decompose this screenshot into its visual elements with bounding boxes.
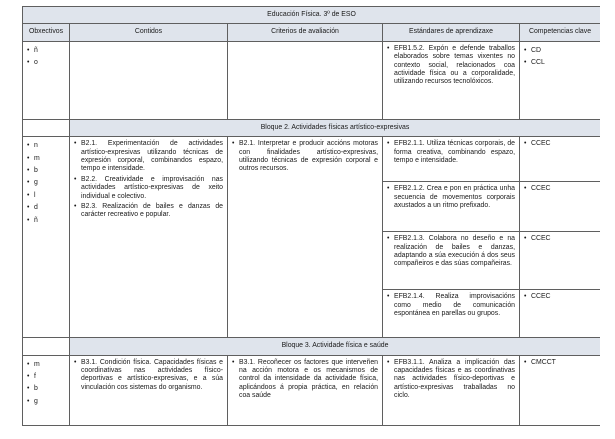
header-standards: Estándares de aprendizaxe (383, 24, 520, 41)
curriculum-table (22, 6, 600, 426)
block3-competence-cell (520, 355, 601, 425)
block2-standard-cell (383, 182, 520, 232)
header-contents: Contidos (70, 24, 228, 41)
standard-list (387, 359, 515, 401)
block2-criteria-list (232, 140, 378, 174)
criterion-item: • B2.1. Interpretar e producir accións motoras con finalidades artístico-expresivas, utilizando técnicas de expresión corporal e outros recursos. (232, 140, 378, 174)
competence-list (524, 235, 596, 243)
standard-item: • EFB2.1.3. Colabora no deseño e na realización de bailes e danzas, adaptando a súa execución á dos seus compañeiros e das súas compañeiras. (387, 235, 515, 269)
block2-title: Bloque 2. Actividades físicas artístico-expresivas (70, 119, 601, 136)
block2-competence-cell (520, 290, 601, 338)
content-item: • B2.2. Creatividade e improvisación nas actividades artístico-expresivas de xeito individual e colectivo. (74, 176, 223, 201)
block2-objectives-cell (23, 137, 70, 338)
block2-standard-cell (383, 290, 520, 338)
block3-objectives-list (27, 359, 65, 409)
standard-item: • EFB2.1.2. Crea e pon en práctica unha secuencia de movementos corporais axustados a un ritmo prefixado. (387, 185, 515, 210)
header-objectives: Obxectivos (23, 24, 70, 41)
block3-contents-list (74, 359, 223, 393)
objective-item: • b (27, 383, 65, 395)
criterion-item: • B3.1. Recoñecer os factores que interveñen na acción motora e os mecanismos de control da intensidade da actividade física, aplicándoos á propia práctica, en relación coa saúde (232, 359, 378, 401)
block2-competence-cell (520, 232, 601, 290)
table-title: Educación Física. 3º de ESO (23, 7, 601, 24)
standard-item: • EFB2.1.4. Realiza improvisacións como medio de comunicación espontánea en parellas ou grupos. (387, 293, 515, 318)
block1-standards-list (387, 45, 515, 87)
block1-criteria-cell (228, 41, 383, 119)
block2-standard-cell (383, 232, 520, 290)
block3-criteria-list (232, 359, 378, 401)
competence-item: • CCEC (524, 235, 596, 243)
header-competences: Competencias clave (520, 24, 601, 41)
standard-list (387, 235, 515, 269)
objective-item: • o (27, 57, 65, 69)
header-criteria: Criterios de avaliación (228, 24, 383, 41)
competence-list (524, 140, 596, 148)
block2-contents-cell (70, 137, 228, 338)
objective-item: • g (27, 396, 65, 408)
objective-item: • ñ (27, 215, 65, 227)
content-item: • B2.1. Experimentación de actividades artístico-expresivas utilizando técnicas de expresión corporal, combinandos espazo, tempo e intensidade. (74, 140, 223, 174)
competence-item: • CCEC (524, 185, 596, 193)
block2-row (23, 137, 601, 182)
block3-title-row (23, 338, 601, 355)
block3-row (23, 355, 601, 425)
block3-contents-cell (70, 355, 228, 425)
objective-item: • f (27, 371, 65, 383)
competence-list (524, 359, 596, 367)
block3-criteria-cell (228, 355, 383, 425)
block3-title-spacer (23, 338, 70, 355)
objective-item: • g (27, 177, 65, 189)
block1-competences-cell (520, 41, 601, 119)
block2-competence-cell (520, 137, 601, 182)
block2-objectives-list (27, 140, 65, 227)
competence-item: • CD (524, 45, 596, 57)
block2-competence-cell (520, 182, 601, 232)
block3-standard-cell (383, 355, 520, 425)
block2-title-row (23, 119, 601, 136)
objective-item: • d (27, 202, 65, 214)
competence-item: • CCL (524, 57, 596, 69)
standard-item: • EFB2.1.1. Utiliza técnicas corporais, de forma creativa, combinando espazo, tempo e intensidade. (387, 140, 515, 165)
objective-item: • ñ (27, 45, 65, 57)
objective-item: • l (27, 190, 65, 202)
objective-item: • m (27, 153, 65, 165)
block2-title-spacer (23, 119, 70, 136)
title-row (23, 7, 601, 24)
block2-criteria-cell (228, 137, 383, 338)
content-item: • B2.3. Realización de bailes e danzas de carácter recreativo e popular. (74, 203, 223, 220)
standard-list (387, 293, 515, 318)
block3-objectives-cell (23, 355, 70, 425)
standard-list (387, 185, 515, 210)
block3-title: Bloque 3. Actividade física e saúde (70, 338, 601, 355)
competence-item: • CCEC (524, 293, 596, 301)
block1-objectives-list (27, 45, 65, 70)
standard-item: • EFB1.5.2. Expón e defende traballos elaborados sobre temas vixentes no contexto social, relacionados coa actividade física ou a corporalidade, utilizando recursos tecnolóxicos. (387, 45, 515, 87)
competence-list (524, 293, 596, 301)
competence-item: • CCEC (524, 140, 596, 148)
block1-row (23, 41, 601, 119)
header-row (23, 24, 601, 41)
objective-item: • m (27, 359, 65, 371)
objective-item: • b (27, 165, 65, 177)
block1-contents-cell (70, 41, 228, 119)
standard-list (387, 140, 515, 165)
block2-contents-list (74, 140, 223, 220)
objective-item: • n (27, 140, 65, 152)
competence-item: • CMCCT (524, 359, 596, 367)
block1-objectives-cell (23, 41, 70, 119)
block1-competences-list (524, 45, 596, 70)
curriculum-document (22, 6, 600, 436)
standard-item: • EFB3.1.1. Analiza a implicación das capacidades físicas e as coordinativas nas actividades físico-deportivas e artístico-expresivas traballadas no ciclo. (387, 359, 515, 401)
block2-standard-cell (383, 137, 520, 182)
content-item: • B3.1. Condición física. Capacidades físicas e coordinativas nas actividades físico-deportivas e artístico-expresivas, e a súa vinculación cos sistemas do organismo. (74, 359, 223, 393)
block1-standards-cell (383, 41, 520, 119)
competence-list (524, 185, 596, 193)
